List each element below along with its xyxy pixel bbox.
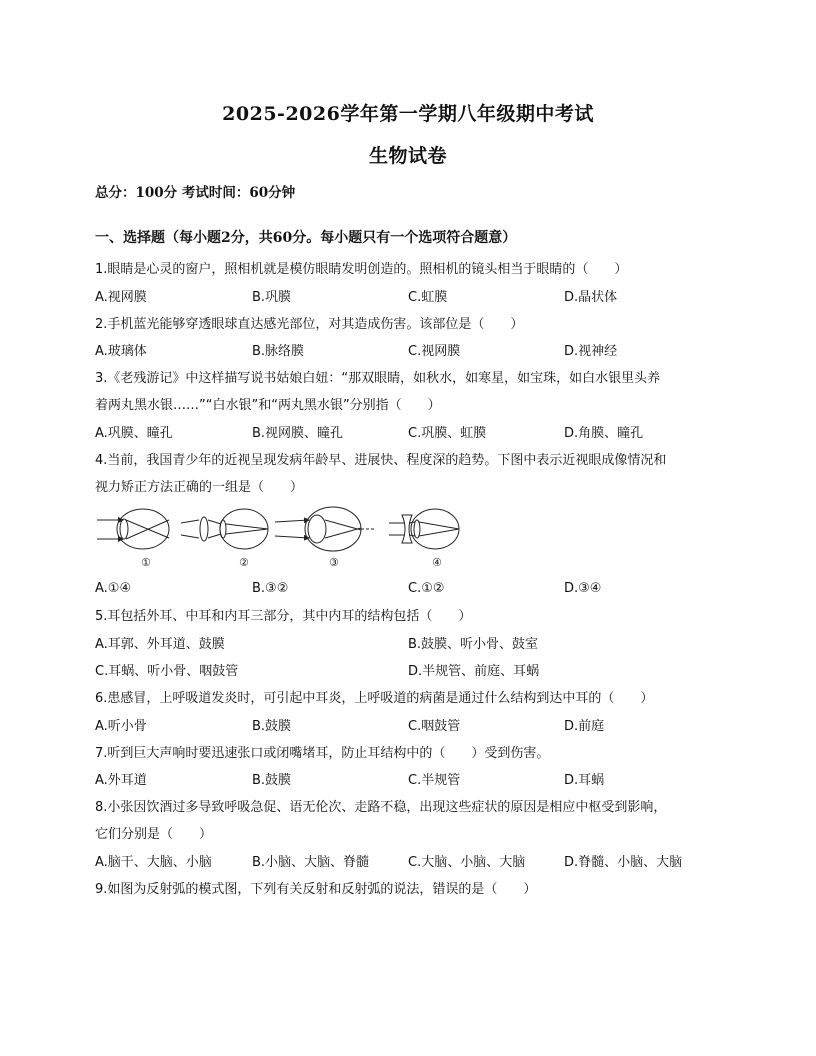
- option-a: A.巩膜、瞳孔: [95, 426, 173, 441]
- option-a: A.玻璃体: [95, 344, 147, 359]
- option-d: D.视神经: [564, 344, 618, 359]
- question-6-stem: 6.患感冒，上呼吸道发炎时，可引起中耳炎，上呼吸道的病菌是通过什么结构到达中耳的（ ）: [95, 691, 654, 706]
- option-c: C.耳蜗、听小骨、咽鼓管: [95, 664, 239, 679]
- question-3-stem-line2: 着两丸黑水银……”“白水银”和“两丸黑水银”分别指（ ）: [95, 398, 441, 413]
- exam-subtitle: 生物试卷: [368, 145, 447, 167]
- option-c: C.虹膜: [408, 290, 448, 305]
- option-b: B.巩膜: [252, 290, 292, 305]
- option-a: A.外耳道: [95, 773, 147, 788]
- option-d: D.③④: [564, 581, 602, 596]
- option-b: B.脉络膜: [252, 344, 305, 359]
- question-5-stem: 5.耳包括外耳、中耳和内耳三部分，其中内耳的结构包括（ ）: [95, 609, 472, 624]
- figure-label-1: ①: [141, 556, 151, 569]
- option-d: D.前庭: [564, 719, 605, 734]
- section-heading: 一、选择题（每小题2分，共60分。每小题只有一个选项符合题意）: [95, 230, 517, 246]
- question-3-stem-line1: 3.《老残游记》中这样描写说书姑娘白妞：“那双眼睛，如秋水，如寒星，如宝珠，如白水银里头养: [95, 371, 661, 386]
- question-8-options: [95, 849, 720, 876]
- figure-label-2: ②: [239, 556, 249, 569]
- question-5-options-row2: [95, 658, 720, 685]
- question-1-options: [95, 284, 720, 311]
- question-4-stem-line1: 4.当前，我国青少年的近视呈现发病年龄早、进展快、程度深的趋势。下图中表示近视眼成像情况和: [95, 453, 667, 468]
- question-2-options: [95, 338, 720, 365]
- option-a: A.耳郭、外耳道、鼓膜: [95, 637, 225, 652]
- eye-diagram-figure: [93, 506, 513, 571]
- option-d: D.脊髓、小脑、大脑: [564, 855, 683, 870]
- question-8-stem-line2: 它们分别是（ ）: [95, 827, 213, 842]
- eye-diagram-4: [389, 509, 459, 569]
- option-c: C.半规管: [408, 773, 461, 788]
- question-6-options: [95, 713, 720, 740]
- option-d: D.半规管、前庭、耳蜗: [408, 664, 540, 679]
- option-a: A.听小骨: [95, 719, 147, 734]
- figure-label-4: ④: [432, 556, 442, 569]
- option-d: D.耳蜗: [564, 773, 605, 788]
- option-b: B.鼓膜: [252, 719, 292, 734]
- question-7-options: [95, 767, 720, 794]
- option-b: B.小脑、大脑、脊髓: [252, 855, 370, 870]
- question-9-stem: 9.如图为反射弧的模式图，下列有关反射和反射弧的说法，错误的是（ ）: [95, 882, 537, 897]
- question-7-stem: 7.听到巨大声响时要迅速张口或闭嘴堵耳，防止耳结构中的（ ）受到伤害。: [95, 746, 550, 761]
- option-d: D.晶状体: [564, 290, 618, 305]
- eye-diagram-1: [97, 509, 169, 569]
- option-c: C.视网膜: [408, 344, 461, 359]
- figure-label-3: ③: [329, 556, 339, 569]
- option-c: C.①②: [408, 581, 445, 596]
- option-a: A.脑干、大脑、小脑: [95, 855, 212, 870]
- eye-diagram-2: [181, 509, 268, 569]
- option-c: C.巩膜、虹膜: [408, 426, 487, 441]
- question-8-stem-line1: 8.小张因饮酒过多导致呼吸急促、语无伦次、走路不稳，出现这些症状的原因是相应中枢受到影响，: [95, 800, 667, 815]
- option-b: B.鼓膜: [252, 773, 292, 788]
- option-c: C.大脑、小脑、大脑: [408, 855, 526, 870]
- option-c: C.咽鼓管: [408, 719, 461, 734]
- question-4-stem-line2: 视力矫正方法正确的一组是（ ）: [95, 480, 304, 495]
- question-5-options-row1: [95, 631, 720, 658]
- eye-diagram-3: [275, 507, 375, 569]
- option-b: B.③②: [252, 581, 289, 596]
- option-a: A.视网膜: [95, 290, 147, 305]
- option-b: B.鼓膜、听小骨、鼓室: [408, 637, 539, 652]
- question-4-options: [95, 575, 720, 602]
- question-1-stem: 1.眼睛是心灵的窗户，照相机就是模仿眼睛发明创造的。照相机的镜头相当于眼睛的（ ）: [95, 262, 628, 277]
- option-b: B.视网膜、瞳孔: [252, 426, 344, 441]
- option-d: D.角膜、瞳孔: [564, 426, 644, 441]
- exam-title: 2025-2026学年第一学期八年级期中考试: [222, 103, 594, 125]
- question-3-options: [95, 420, 720, 447]
- exam-meta: 总分：100分 考试时间：60分钟: [95, 185, 296, 201]
- question-2-stem: 2.手机蓝光能够穿透眼球直达感光部位，对其造成伤害。该部位是（ ）: [95, 317, 524, 332]
- option-a: A.①④: [95, 581, 132, 596]
